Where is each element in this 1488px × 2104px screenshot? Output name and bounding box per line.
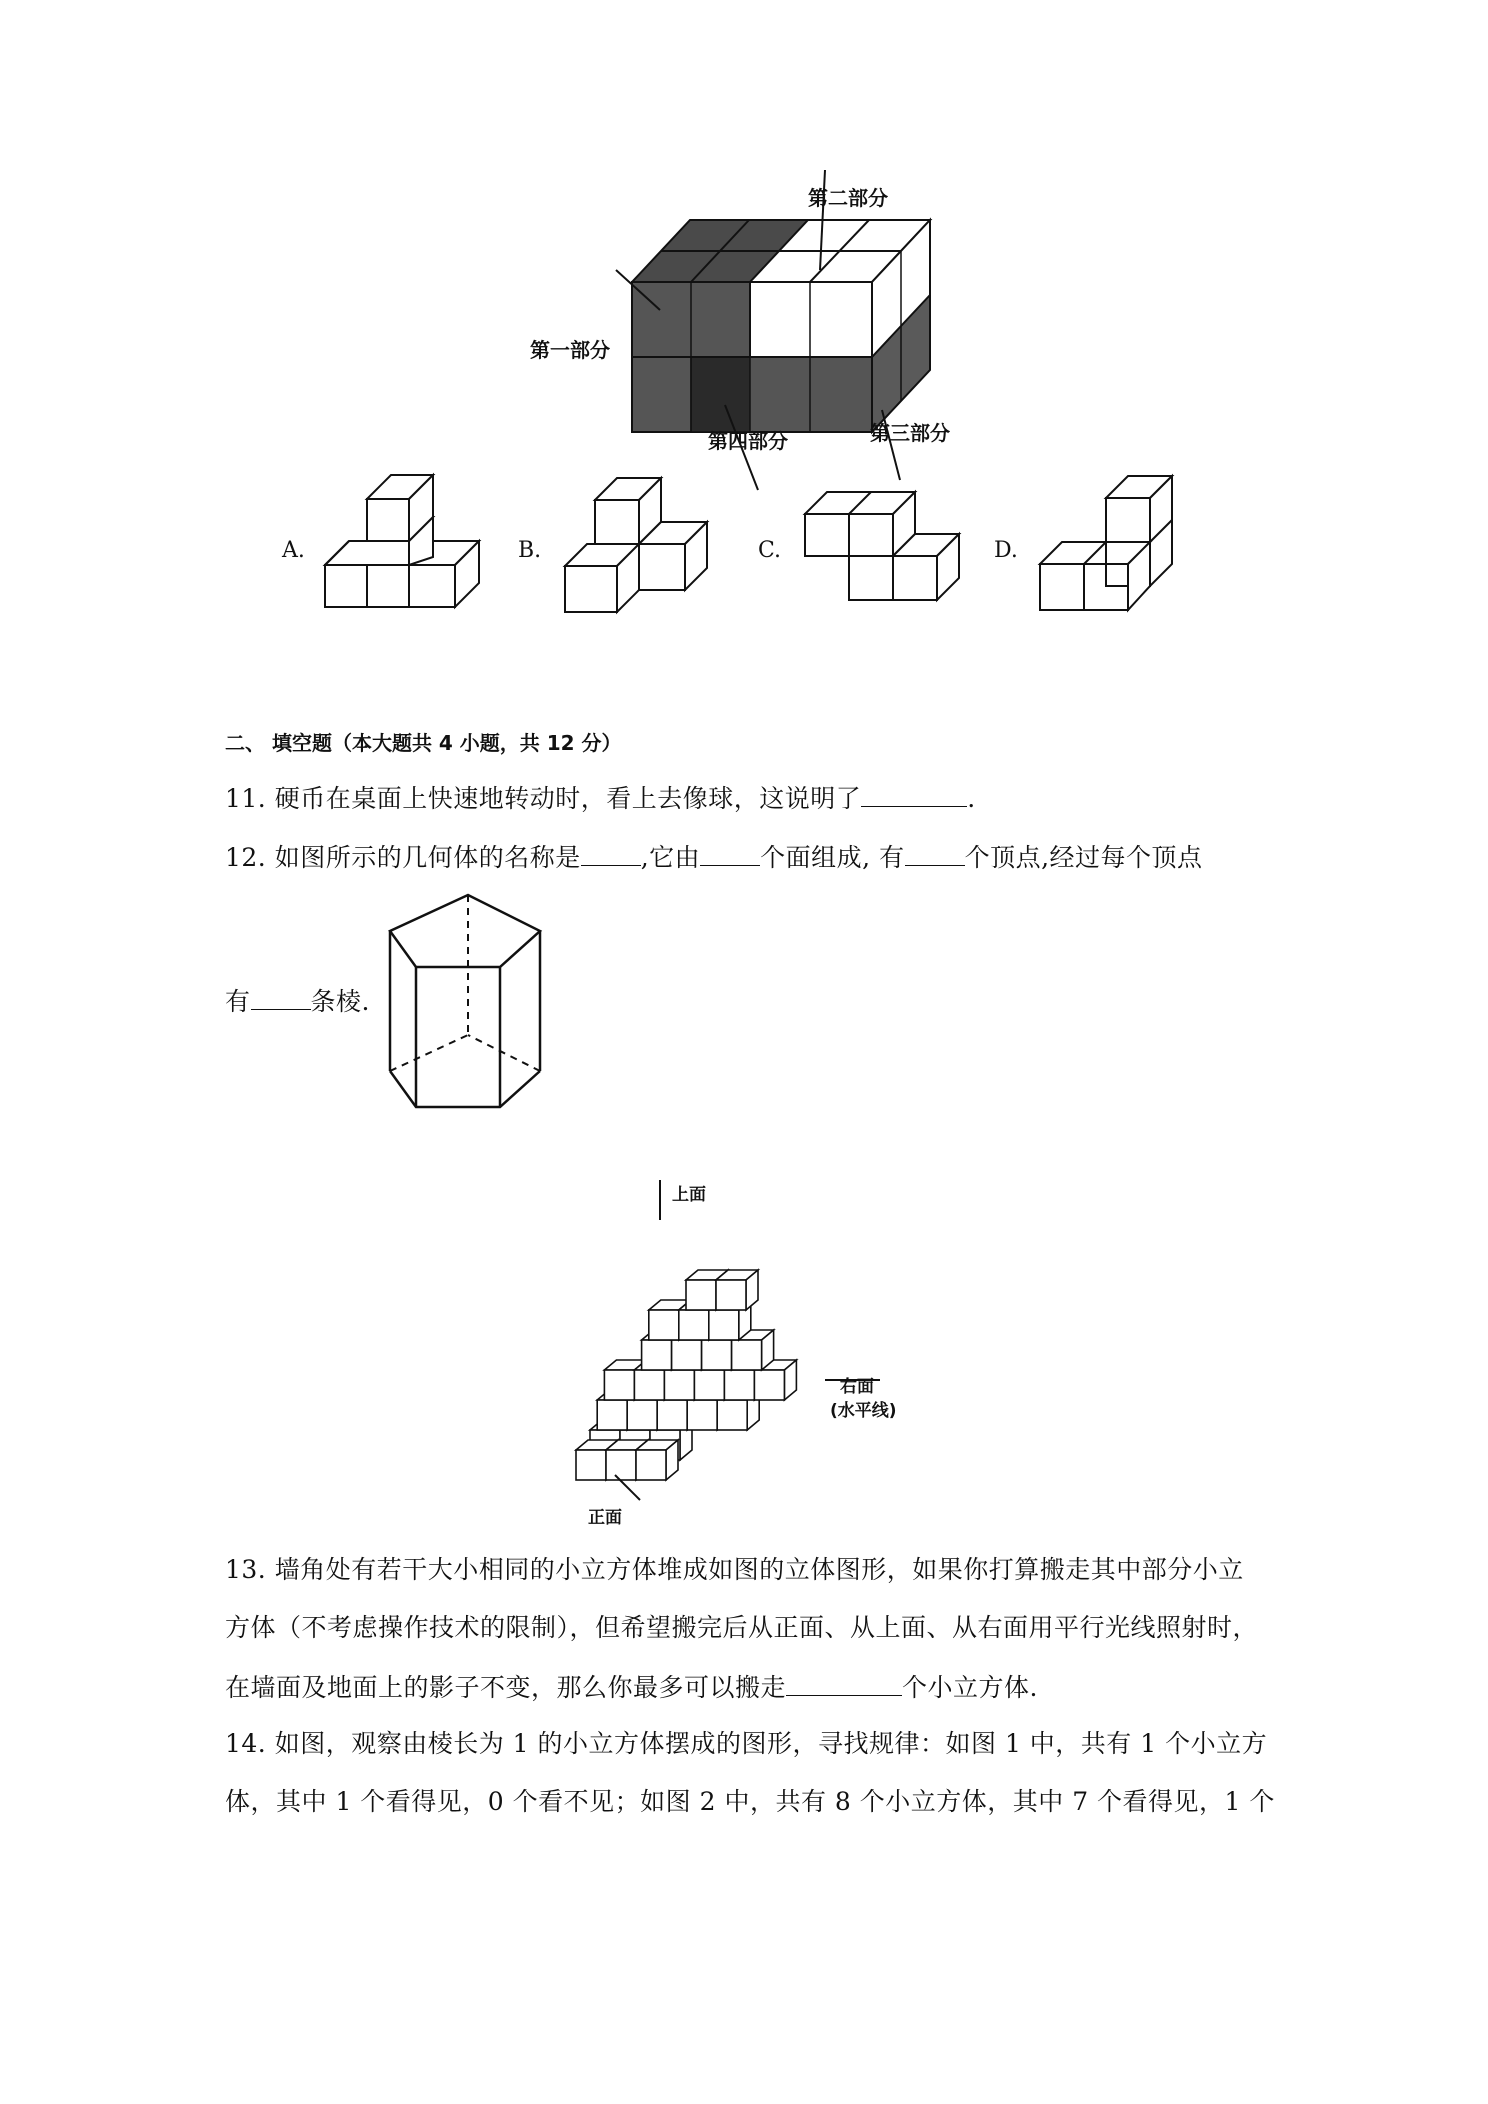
question-13-line3 [225, 1671, 1038, 1703]
q13-line3a: 在墙面及地面上的影子不变，那么你最多可以搬走 [225, 1673, 787, 1702]
q11-end: . [967, 784, 976, 813]
q12-part3: 个面组成, 有 [760, 843, 905, 872]
small-cube [716, 1270, 758, 1310]
option-a-label: A. [282, 538, 305, 563]
q12-part5: 有 [225, 987, 251, 1016]
q12-blank-faces [700, 841, 760, 866]
q12-part4: 个顶点,经过每个顶点 [964, 843, 1203, 872]
q13-blank [786, 1671, 902, 1696]
option-c-label: C. [758, 538, 782, 563]
q12-part6: 条棱. [310, 987, 370, 1016]
label-right: 右面 [840, 1377, 874, 1397]
option-c-figure [805, 492, 975, 622]
q12-blank-vertices [905, 841, 965, 866]
stacked-cubes-figure [570, 1180, 900, 1490]
q12-blank-edges [251, 985, 311, 1010]
question-13-line1: 13. 墙角处有若干大小相同的小立方体堆成如图的立体图形，如果你打算搬走其中部分小立 [225, 1555, 1244, 1584]
label-front: 正面 [588, 1508, 622, 1528]
question-12-line2 [225, 985, 370, 1017]
question-14-line1: 14. 如图，观察由棱长为 1 的小立方体摆成的图形，寻找规律：如图 1 中，共有 1 个小立方 [225, 1729, 1268, 1758]
question-14-line2: 体，其中 1 个看得见，0 个看不见；如图 2 中，共有 8 个小立方体，其中 7 个看得见，1 个 [225, 1787, 1275, 1816]
label-part4: 第四部分 [708, 429, 788, 453]
q12-part2: ,它由 [640, 843, 701, 872]
option-d-label: D. [994, 538, 1018, 563]
question-11 [225, 782, 976, 814]
option-b-figure [565, 476, 715, 626]
question-13-line2: 方体（不考虑操作技术的限制），但希望搬完后从正面、从上面、从右面用平行光线照射时， [225, 1613, 1259, 1642]
section-heading: 二、 填空题（本大题共 4 小题，共 12 分） [225, 731, 622, 755]
label-part2: 第二部分 [808, 186, 888, 210]
question-12 [225, 841, 1203, 873]
label-top: 上面 [672, 1185, 706, 1205]
small-cube [636, 1440, 678, 1480]
label-part3: 第三部分 [870, 421, 950, 445]
q12-blank-name [581, 841, 641, 866]
pentagonal-prism-figure [390, 895, 550, 1115]
q11-blank [861, 782, 967, 807]
label-part1: 第一部分 [530, 338, 610, 362]
option-d-figure [1040, 476, 1190, 636]
figure-cuboid [520, 170, 980, 450]
option-a-figure [325, 490, 495, 620]
option-b-label: B. [518, 538, 542, 563]
label-right-sub: (水平线) [830, 1401, 897, 1421]
q13-line3b: 个小立方体. [902, 1673, 1038, 1702]
q11-text: 11. 硬币在桌面上快速地转动时，看上去像球，这说明了 [225, 784, 862, 813]
cuboid-drawing [520, 170, 980, 450]
q12-part1: 12. 如图所示的几何体的名称是 [225, 843, 581, 872]
